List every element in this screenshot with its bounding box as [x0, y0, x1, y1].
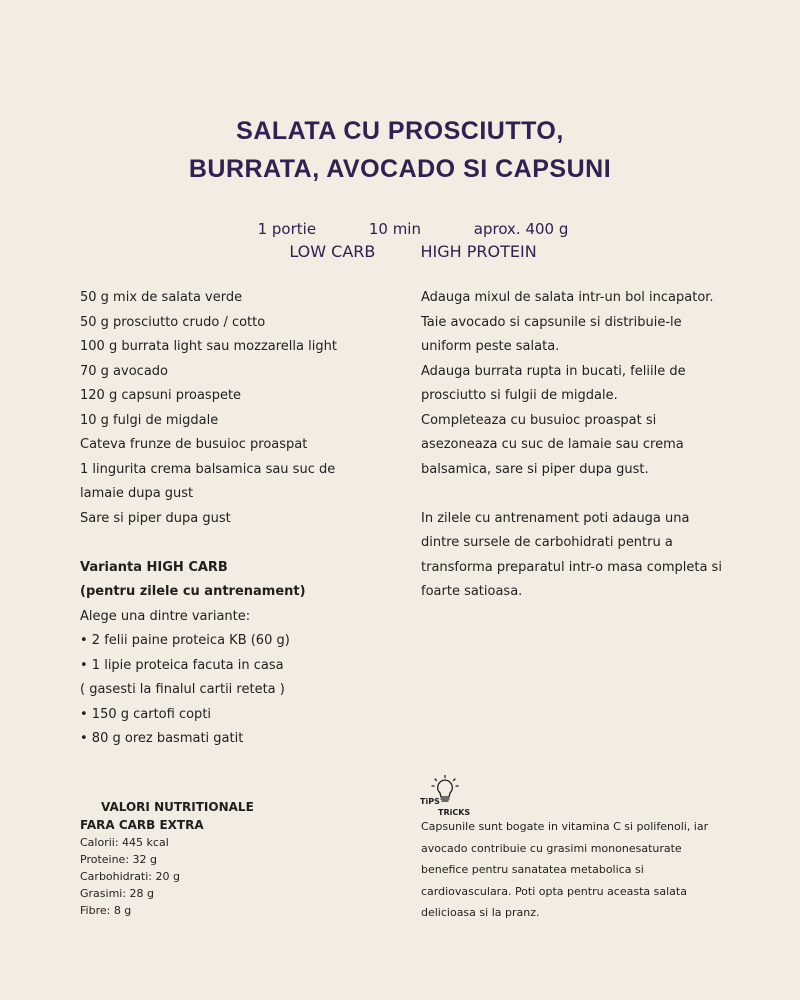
- variant-option: • 150 g cartofi copti: [80, 706, 212, 722]
- ingredient-item: 1 lingurita crema balsamica sau suc de: [80, 461, 336, 477]
- recipe-title-line1: SALATA CU PROSCIUTTO,: [236, 117, 564, 145]
- training-note-line: transforma preparatul intr-o masa completa si: [421, 559, 722, 575]
- nutrition-box: [80, 798, 340, 919]
- ingredient-item: Cateva frunze de busuioc proaspat: [80, 437, 308, 452]
- tag-low-carb: LOW CARB: [289, 242, 376, 261]
- ingredients-column: [80, 286, 400, 752]
- variant-option: • 2 felii paine proteica KB (60 g): [80, 633, 290, 648]
- ingredient-item: 120 g capsuni proaspete: [80, 388, 242, 403]
- training-note-line: In zilele cu antrenament poti adauga una: [421, 510, 690, 526]
- tips-line: avocado contribuie cu grasimi mononesaturate: [421, 841, 682, 855]
- weight-label: aprox. 400 g: [473, 220, 569, 238]
- instruction-line: Completeaza cu busuioc proaspat si: [421, 412, 657, 428]
- variant-option: ( gasesti la finalul cartii reteta ): [80, 682, 285, 697]
- lightbulb-icon: [420, 775, 476, 817]
- tag-high-protein: HIGH PROTEIN: [420, 242, 537, 261]
- nutrition-item: Calorii: 445 kcal: [80, 836, 169, 849]
- ingredient-item: 70 g avocado: [80, 363, 168, 379]
- variant-subheading: (pentru zilele cu antrenament): [80, 584, 306, 599]
- instruction-line: Adauga burrata rupta in bucati, feliile de: [421, 363, 686, 379]
- instruction-line: uniform peste salata.: [421, 339, 560, 354]
- recipe-title-line2: BURRATA, AVOCADO SI CAPSUNI: [188, 155, 612, 183]
- recipe-meta: [0, 218, 800, 263]
- tips-line: Capsunile sunt bogate in vitamina C si polifenoli, iar: [421, 820, 709, 833]
- instruction-line: Adauga mixul de salata intr-un bol incapator.: [421, 290, 714, 305]
- instructions-column: [421, 286, 751, 605]
- nutrition-item: Proteine: 32 g: [80, 853, 158, 866]
- ingredient-item: Sare si piper dupa gust: [80, 510, 231, 526]
- ingredient-item: lamaie dupa gust: [80, 486, 194, 501]
- recipe-title: [0, 112, 800, 188]
- tips-text: [421, 816, 721, 924]
- variant-option: • 80 g orez basmati gatit: [80, 731, 244, 746]
- instruction-line: balsamica, sare si piper dupa gust.: [421, 461, 649, 477]
- variant-intro: Alege una dintre variante:: [80, 608, 251, 624]
- svg-text:TRiCKS: TRiCKS: [438, 808, 471, 817]
- time-label: 10 min: [368, 220, 421, 238]
- nutrition-item: Carbohidrati: 20 g: [80, 870, 180, 883]
- nutrition-item: Fibre: 8 g: [80, 904, 132, 917]
- instruction-line: asezoneaza cu suc de lamaie sau crema: [421, 437, 684, 452]
- ingredient-item: 50 g prosciutto crudo / cotto: [80, 314, 266, 330]
- tips-line: benefice pentru sanatatea metabolica si: [421, 863, 644, 876]
- ingredient-item: 10 g fulgi de migdale: [80, 412, 219, 428]
- svg-text:TiPS: TiPS: [420, 797, 440, 806]
- tips-line: delicioasa si la pranz.: [421, 906, 540, 919]
- ingredient-item: 50 g mix de salata verde: [80, 290, 243, 305]
- portions-label: 1 portie: [257, 220, 317, 238]
- ingredient-item: 100 g burrata light sau mozzarella light: [80, 339, 337, 354]
- variant-heading: Varianta HIGH CARB: [80, 559, 228, 575]
- tips-line: cardiovasculara. Poti opta pentru aceasta salata: [421, 884, 687, 898]
- nutrition-item: Grasimi: 28 g: [80, 887, 155, 900]
- nutrition-heading: VALORI NUTRITIONALE: [101, 800, 254, 814]
- instruction-line: prosciutto si fulgii de migdale.: [421, 388, 618, 403]
- training-note-line: foarte satioasa.: [421, 584, 523, 599]
- nutrition-subheading: FARA CARB EXTRA: [80, 818, 204, 832]
- training-note-line: dintre sursele de carbohidrati pentru a: [421, 535, 673, 550]
- variant-option: • 1 lipie proteica facuta in casa: [80, 657, 284, 673]
- instruction-line: Taie avocado si capsunile si distribuie-le: [421, 314, 682, 330]
